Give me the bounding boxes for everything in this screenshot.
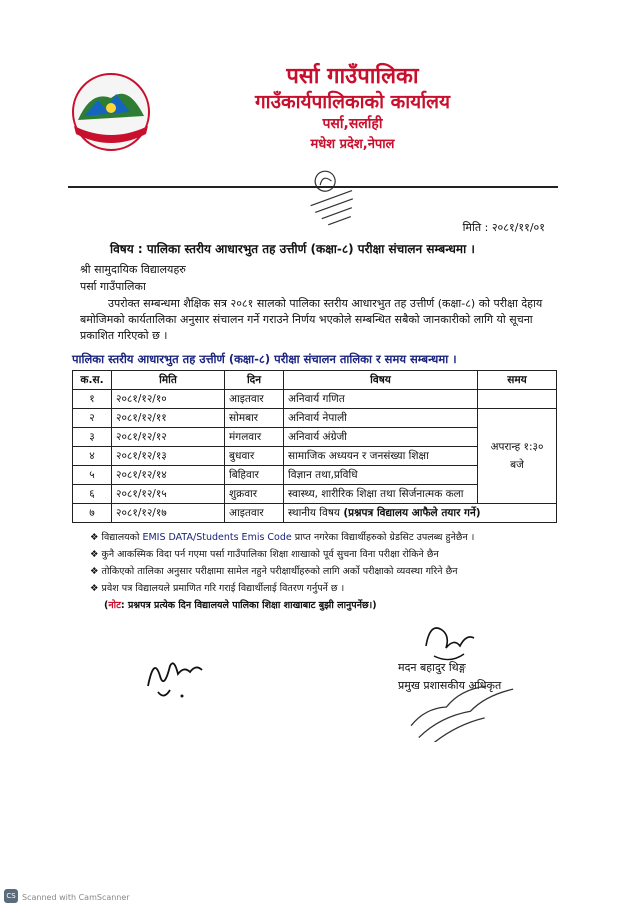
note-item	[90, 564, 458, 577]
cell-day: शुक्रवार	[225, 485, 284, 504]
note-item	[90, 530, 474, 543]
note-highlight: EMIS DATA/Students Emis Code	[142, 532, 292, 543]
camscanner-logo-icon: CS	[4, 889, 18, 903]
office-location: पर्सा,सर्लाही	[322, 116, 383, 132]
signatory-title: प्रमुख प्रशासकीय अधिकृत	[398, 679, 502, 692]
cell-day: आइतवार	[225, 504, 284, 523]
cell-sn: २	[73, 409, 112, 428]
designation-stamp-icon	[398, 672, 528, 742]
cell-sn: ३	[73, 428, 112, 447]
bullet-icon: ❖	[90, 532, 102, 543]
cell-day: आइतवार	[225, 390, 284, 409]
cell-subject: विज्ञान तथा,प्रविधि	[284, 466, 478, 485]
col-header-time: समय	[478, 371, 557, 390]
cell-sn: ७	[73, 504, 112, 523]
cell-date: २०८१/१२/१३	[112, 447, 225, 466]
note-paren: (	[104, 600, 109, 611]
table-row	[73, 390, 557, 409]
note-text: प्रवेश पत्र विद्यालयले प्रमाणित गरि गराई विद्यार्थीलाई वितरण गर्नुपर्ने छ ।	[101, 583, 345, 594]
cell-date: २०८१/१२/१०	[112, 390, 225, 409]
col-header-day: दिन	[225, 371, 284, 390]
letter-subject: विषय : पालिका स्तरीय आधारभुत तह उत्तीर्ण (कक्षा-८) परीक्षा संचालन सम्बन्धमा ।	[110, 242, 475, 256]
cell-date: २०८१/१२/११	[112, 409, 225, 428]
cell-date: २०८१/१२/१७	[112, 504, 225, 523]
cell-day: मंगलवार	[225, 428, 284, 447]
bullet-icon: ❖	[90, 583, 102, 594]
local-subject-label: स्थानीय विषय	[288, 507, 340, 519]
col-header-sn: क.स.	[73, 371, 112, 390]
signatory-name: मदन बहादुर थिङ्ग	[398, 661, 466, 674]
note-final	[104, 598, 377, 611]
bullet-icon: ❖	[90, 549, 102, 560]
cell-subject: अनिवार्य नेपाली	[284, 409, 478, 428]
cell-sn: ४	[73, 447, 112, 466]
table-row	[73, 409, 557, 428]
office-subtitle: गाउँकार्यपालिकाको कार्यालय	[254, 91, 451, 113]
col-header-subject: विषय	[284, 371, 478, 390]
office-province: मधेश प्रदेश,नेपाल	[310, 137, 395, 152]
note-item	[90, 547, 439, 560]
recipient-line-1: श्री सामुदायिक विद्यालयहरु	[80, 263, 186, 276]
cell-day: बुधवार	[225, 447, 284, 466]
cell-date: २०८१/१२/१४	[112, 466, 225, 485]
col-header-date: मिति	[112, 371, 225, 390]
cell-subject: स्वास्थ्य, शारीरिक शिक्षा तथा सिर्जनात्मक कला	[284, 485, 478, 504]
cell-sn: ६	[73, 485, 112, 504]
letter-paragraph: उपरोक्त सम्बन्धमा शैक्षिक सत्र २०८१ सालको पालिका स्तरीय आधारभुत तह उत्तीर्ण (कक्षा-८) को परीक्षा देहाय बमोजिमको कार्यतालिका अनुसार संचालन गर्ने गराउने निर्णय भएकोले सम्बन्धित सबैको जानकारीको लागि यो सूचना प्रकाशित गरिएको छ ।	[80, 297, 543, 342]
cell-time-empty	[478, 390, 557, 409]
schedule-title: पालिका स्तरीय आधारभुत तह उत्तीर्ण (कक्षा-८) परीक्षा संचालन तालिका र समय सम्बन्धमा ।	[72, 352, 457, 366]
note-item	[90, 581, 344, 594]
recipient-line-2: पर्सा गाउँपालिका	[80, 280, 146, 293]
office-stamp-icon	[292, 160, 372, 240]
cell-day: सोमबार	[225, 409, 284, 428]
left-signature-icon	[140, 646, 210, 706]
cell-time: अपरान्ह १:३० बजे	[478, 409, 557, 504]
scanner-watermark: Scanned with CamScanner	[22, 893, 130, 902]
note-final-text: : प्रश्नपत्र प्रत्येक दिन विद्यालयले पालिका शिक्षा शाखाबाट बुझी लानुपर्नेछ।)	[120, 600, 377, 611]
note-label: नोट	[108, 600, 121, 611]
table-row	[73, 504, 557, 523]
cell-subject: अनिवार्य अंग्रेजी	[284, 428, 478, 447]
cell-date: २०८१/१२/१५	[112, 485, 225, 504]
office-name: पर्सा गाउँपालिका	[286, 64, 419, 89]
note-text: कुनै आकस्मिक विदा पर्न गएमा पर्सा गाउँपालिका शिक्षा शाखाको पूर्व सुचना विना परीक्षा रोकिने छैन	[101, 549, 439, 560]
note-text-post: प्राप्त नगरेका विद्यार्थीहरुको ग्रेडसिट उपलब्ध हुनेछैन ।	[291, 532, 475, 543]
cell-subject: अनिवार्य गणित	[284, 390, 478, 409]
cell-subject: सामाजिक अध्ययन र जनसंख्या शिक्षा	[284, 447, 478, 466]
note-text: विद्यालयको	[101, 532, 143, 543]
cell-date: २०८१/१२/१२	[112, 428, 225, 447]
table-header-row	[73, 371, 557, 390]
header-divider	[68, 186, 558, 188]
bullet-icon: ❖	[90, 566, 102, 577]
note-text: तोकिएको तालिका अनुसार परीक्षामा सामेल नहुने परीक्षार्थीहरुको लागि अर्को परीक्षाको व्यवस्था गरिने छैन	[101, 566, 458, 577]
cell-sn: १	[73, 390, 112, 409]
cell-sn: ५	[73, 466, 112, 485]
cell-subject-local	[284, 504, 557, 523]
letter-date: मिति : २०८१/११/०१	[462, 221, 545, 234]
exam-schedule-table	[72, 370, 557, 523]
local-subject-note: (प्रश्नपत्र विद्यालय आफैले तयार गर्ने)	[343, 507, 481, 519]
cell-day: बिहिवार	[225, 466, 284, 485]
